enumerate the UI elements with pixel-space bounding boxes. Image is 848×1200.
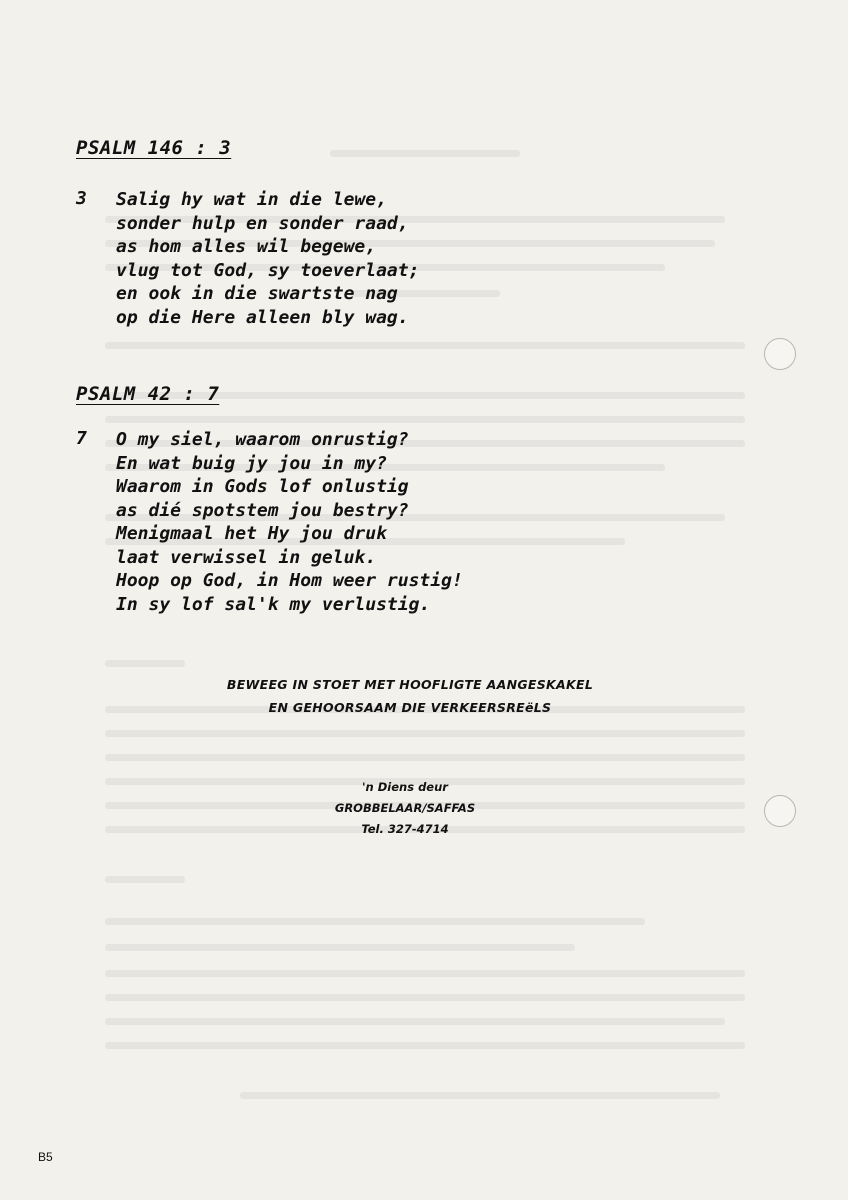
psalm-146-heading: PSALM 146 : 3 (76, 137, 232, 159)
sponsor-phone: Tel. 327-4714 (361, 822, 449, 836)
verse-line: In sy lof sal'k my verlustig. (116, 593, 431, 615)
verse-number: 7 (76, 428, 87, 449)
verse-line: as dié spotstem jou bestry? (116, 499, 409, 521)
punch-hole-top (764, 338, 796, 370)
verse-line: Menigmaal het Hy jou druk (116, 523, 387, 544)
verse-line: vlug tot God, sy toeverlaat; (116, 259, 420, 281)
verse-line: En wat buig jy jou in my? (116, 452, 387, 474)
verse-line: as hom alles wil begewe, (116, 236, 377, 257)
sponsor-intro: 'n Diens deur (362, 780, 448, 794)
verse-line: en ook in die swartste nag (116, 283, 398, 304)
page-code: B5 (38, 1150, 53, 1164)
verse-line: O my siel, waarom onrustig? (116, 429, 409, 450)
sponsor-name: GROBBELAAR/SAFFAS (334, 801, 476, 815)
notice-line-1: BEWEEG IN STOET MET HOOFLIGTE AANGESKAKEL (226, 677, 594, 692)
verse-line: op die Here alleen bly wag. (116, 306, 409, 328)
punch-hole-bottom (764, 795, 796, 827)
verse-line: sonder hulp en sonder raad, (116, 212, 409, 234)
verse-line: laat verwissel in geluk. (116, 546, 377, 568)
notice-line-2: EN GEHOORSAAM DIE VERKEERSREëLS (268, 700, 552, 715)
psalm-42-heading: PSALM 42 : 7 (76, 383, 220, 405)
verse-line: Hoop op God, in Hom weer rustig! (116, 570, 463, 591)
verse-number: 3 (76, 188, 87, 209)
funeral-procession-notice (200, 673, 620, 719)
verse-line: Salig hy wat in die lewe, (116, 189, 387, 210)
sponsor-block (330, 777, 480, 840)
verse-line: Waarom in Gods lof onlustig (116, 476, 409, 497)
